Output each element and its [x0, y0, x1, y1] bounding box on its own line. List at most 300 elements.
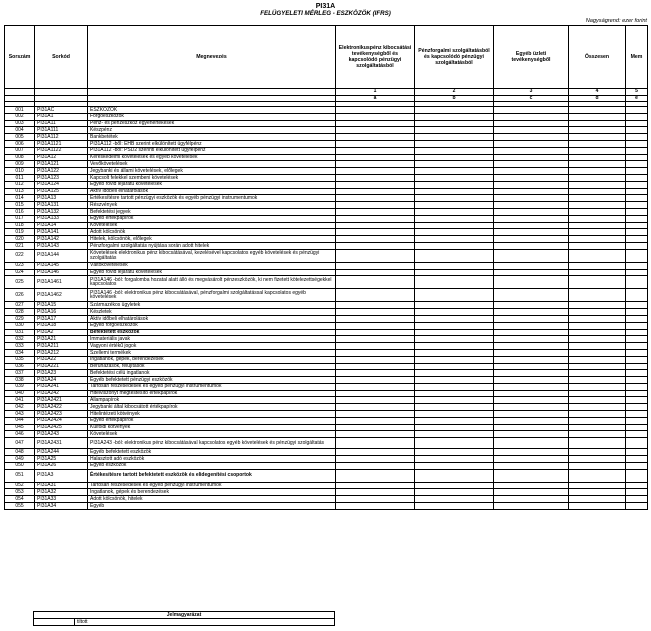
value-cell[interactable] — [415, 113, 494, 120]
value-cell[interactable] — [626, 390, 648, 397]
table-row — [5, 107, 648, 114]
value-cell[interactable] — [569, 482, 626, 489]
value-cell[interactable] — [415, 456, 494, 463]
value-cell[interactable] — [494, 229, 569, 236]
value-cell[interactable] — [569, 370, 626, 377]
value-cell[interactable] — [569, 449, 626, 456]
value-cell[interactable] — [569, 134, 626, 141]
row-name: Szellemi termékek — [88, 349, 336, 356]
value-cell[interactable] — [626, 188, 648, 195]
value-cell[interactable] — [415, 127, 494, 134]
value-cell[interactable] — [569, 438, 626, 449]
value-cell[interactable] — [415, 202, 494, 209]
value-cell[interactable] — [494, 462, 569, 469]
value-cell[interactable] — [626, 417, 648, 424]
value-cell[interactable] — [415, 469, 494, 482]
value-cell[interactable] — [494, 262, 569, 269]
value-cell[interactable] — [569, 147, 626, 154]
value-cell[interactable] — [569, 417, 626, 424]
value-cell[interactable] — [415, 236, 494, 243]
value-cell[interactable] — [494, 438, 569, 449]
value-cell[interactable] — [569, 236, 626, 243]
value-cell[interactable] — [569, 496, 626, 503]
value-cell[interactable] — [336, 438, 415, 449]
value-cell[interactable] — [626, 269, 648, 276]
value-cell[interactable] — [626, 222, 648, 229]
value-cell[interactable] — [415, 107, 494, 114]
value-cell[interactable] — [415, 302, 494, 309]
value-cell[interactable] — [494, 154, 569, 161]
value-cell[interactable] — [569, 168, 626, 175]
value-cell[interactable] — [494, 127, 569, 134]
value-cell[interactable] — [569, 127, 626, 134]
value-cell[interactable] — [569, 242, 626, 249]
col-letter: d — [569, 95, 626, 102]
value-cell[interactable] — [415, 356, 494, 363]
value-cell[interactable] — [336, 154, 415, 161]
value-cell[interactable] — [494, 404, 569, 411]
row-code: PI31A112 — [35, 134, 88, 141]
value-cell[interactable] — [415, 370, 494, 377]
value-cell[interactable] — [626, 462, 648, 469]
value-cell[interactable] — [626, 113, 648, 120]
value-cell[interactable] — [336, 222, 415, 229]
value-cell[interactable] — [626, 262, 648, 269]
value-cell[interactable] — [415, 390, 494, 397]
value-cell[interactable] — [336, 417, 415, 424]
value-cell[interactable] — [569, 329, 626, 336]
value-cell[interactable] — [415, 329, 494, 336]
value-cell[interactable] — [336, 469, 415, 482]
value-cell[interactable] — [336, 349, 415, 356]
value-cell[interactable] — [336, 456, 415, 463]
value-cell[interactable] — [569, 404, 626, 411]
value-cell[interactable] — [494, 302, 569, 309]
value-cell[interactable] — [626, 309, 648, 316]
value-cell[interactable] — [569, 302, 626, 309]
value-cell[interactable] — [336, 377, 415, 384]
value-cell[interactable] — [626, 438, 648, 449]
value-cell[interactable] — [626, 383, 648, 390]
value-cell[interactable] — [494, 482, 569, 489]
value-cell[interactable] — [569, 315, 626, 322]
value-cell[interactable] — [494, 120, 569, 127]
value-cell[interactable] — [415, 496, 494, 503]
value-cell[interactable] — [415, 229, 494, 236]
row-code: PI31A31 — [35, 482, 88, 489]
row-name: Aktív időbeli elhatárolások — [88, 315, 336, 322]
value-cell[interactable] — [336, 242, 415, 249]
value-cell[interactable] — [336, 208, 415, 215]
value-cell[interactable] — [336, 496, 415, 503]
value-cell[interactable] — [494, 503, 569, 510]
value-cell[interactable] — [569, 469, 626, 482]
value-cell[interactable] — [336, 147, 415, 154]
value-cell[interactable] — [626, 411, 648, 418]
value-cell[interactable] — [336, 127, 415, 134]
value-cell[interactable] — [569, 377, 626, 384]
value-cell[interactable] — [494, 222, 569, 229]
value-cell[interactable] — [569, 154, 626, 161]
value-cell[interactable] — [494, 322, 569, 329]
value-cell[interactable] — [336, 370, 415, 377]
value-cell[interactable] — [336, 168, 415, 175]
value-cell[interactable] — [569, 489, 626, 496]
value-cell[interactable] — [336, 322, 415, 329]
value-cell[interactable] — [569, 215, 626, 222]
value-cell[interactable] — [494, 113, 569, 120]
value-cell[interactable] — [336, 195, 415, 202]
value-cell[interactable] — [415, 503, 494, 510]
value-cell[interactable] — [494, 236, 569, 243]
value-cell[interactable] — [336, 462, 415, 469]
value-cell[interactable] — [626, 208, 648, 215]
value-cell[interactable] — [626, 289, 648, 302]
value-cell[interactable] — [569, 229, 626, 236]
value-cell[interactable] — [626, 140, 648, 147]
value-cell[interactable] — [569, 249, 626, 262]
value-cell[interactable] — [336, 202, 415, 209]
value-cell[interactable] — [336, 383, 415, 390]
value-cell[interactable] — [494, 195, 569, 202]
value-cell[interactable] — [569, 202, 626, 209]
value-cell[interactable] — [415, 417, 494, 424]
value-cell[interactable] — [494, 289, 569, 302]
value-cell[interactable] — [415, 174, 494, 181]
value-cell[interactable] — [494, 417, 569, 424]
value-cell[interactable] — [569, 336, 626, 343]
value-cell[interactable] — [626, 242, 648, 249]
value-cell[interactable] — [415, 222, 494, 229]
value-cell[interactable] — [626, 322, 648, 329]
value-cell[interactable] — [415, 404, 494, 411]
value-cell[interactable] — [415, 349, 494, 356]
value-cell[interactable] — [336, 343, 415, 350]
value-cell[interactable] — [415, 188, 494, 195]
value-cell[interactable] — [626, 349, 648, 356]
table-row — [5, 262, 648, 269]
row-number: 037 — [5, 370, 35, 377]
value-cell[interactable] — [626, 215, 648, 222]
value-cell[interactable] — [336, 449, 415, 456]
value-cell[interactable] — [415, 383, 494, 390]
value-cell[interactable] — [415, 195, 494, 202]
value-cell[interactable] — [336, 276, 415, 289]
value-cell[interactable] — [336, 188, 415, 195]
value-cell[interactable] — [494, 174, 569, 181]
value-cell[interactable] — [494, 208, 569, 215]
value-cell[interactable] — [626, 496, 648, 503]
value-cell[interactable] — [626, 329, 648, 336]
value-cell[interactable] — [336, 181, 415, 188]
value-cell[interactable] — [415, 208, 494, 215]
value-cell[interactable] — [494, 168, 569, 175]
value-cell[interactable] — [569, 289, 626, 302]
value-cell[interactable] — [415, 363, 494, 370]
value-cell[interactable] — [569, 503, 626, 510]
value-cell[interactable] — [415, 154, 494, 161]
value-cell[interactable] — [494, 242, 569, 249]
value-cell[interactable] — [626, 449, 648, 456]
value-cell[interactable] — [569, 222, 626, 229]
value-cell[interactable] — [626, 343, 648, 350]
value-cell[interactable] — [626, 482, 648, 489]
value-cell[interactable] — [336, 431, 415, 438]
value-cell[interactable] — [415, 215, 494, 222]
value-cell[interactable] — [626, 236, 648, 243]
value-cell[interactable] — [494, 107, 569, 114]
value-cell[interactable] — [336, 336, 415, 343]
value-cell[interactable] — [336, 424, 415, 431]
value-cell[interactable] — [626, 120, 648, 127]
value-cell[interactable] — [569, 276, 626, 289]
value-cell[interactable] — [626, 249, 648, 262]
row-number: 039 — [5, 383, 35, 390]
value-cell[interactable] — [626, 174, 648, 181]
value-cell[interactable] — [494, 269, 569, 276]
value-cell[interactable] — [415, 397, 494, 404]
value-cell[interactable] — [415, 120, 494, 127]
value-cell[interactable] — [626, 503, 648, 510]
value-cell[interactable] — [626, 336, 648, 343]
value-cell[interactable] — [494, 496, 569, 503]
value-cell[interactable] — [336, 315, 415, 322]
value-cell[interactable] — [569, 140, 626, 147]
value-cell[interactable] — [494, 356, 569, 363]
value-cell[interactable] — [415, 489, 494, 496]
row-name: Követelések — [88, 431, 336, 438]
value-cell[interactable] — [494, 134, 569, 141]
row-number: 005 — [5, 134, 35, 141]
value-cell[interactable] — [569, 107, 626, 114]
value-cell[interactable] — [336, 269, 415, 276]
value-cell[interactable] — [626, 154, 648, 161]
value-cell[interactable] — [415, 309, 494, 316]
value-cell[interactable] — [569, 397, 626, 404]
value-cell[interactable] — [494, 431, 569, 438]
value-cell[interactable] — [415, 269, 494, 276]
value-cell[interactable] — [494, 161, 569, 168]
value-cell[interactable] — [336, 390, 415, 397]
value-cell[interactable] — [569, 269, 626, 276]
value-cell[interactable] — [626, 195, 648, 202]
value-cell[interactable] — [336, 107, 415, 114]
value-cell[interactable] — [569, 174, 626, 181]
value-cell[interactable] — [626, 107, 648, 114]
value-cell[interactable] — [336, 404, 415, 411]
value-cell[interactable] — [494, 397, 569, 404]
value-cell[interactable] — [415, 449, 494, 456]
value-cell[interactable] — [415, 336, 494, 343]
value-cell[interactable] — [626, 202, 648, 209]
value-cell[interactable] — [336, 161, 415, 168]
value-cell[interactable] — [569, 343, 626, 350]
value-cell[interactable] — [494, 383, 569, 390]
value-cell[interactable] — [569, 349, 626, 356]
value-cell[interactable] — [494, 215, 569, 222]
value-cell[interactable] — [626, 431, 648, 438]
value-cell[interactable] — [626, 229, 648, 236]
value-cell[interactable] — [569, 356, 626, 363]
value-cell[interactable] — [626, 370, 648, 377]
value-cell[interactable] — [336, 120, 415, 127]
value-cell[interactable] — [336, 329, 415, 336]
value-cell[interactable] — [494, 343, 569, 350]
value-cell[interactable] — [626, 356, 648, 363]
value-cell[interactable] — [415, 438, 494, 449]
value-cell[interactable] — [336, 134, 415, 141]
value-cell[interactable] — [415, 322, 494, 329]
value-cell[interactable] — [569, 262, 626, 269]
value-cell[interactable] — [626, 363, 648, 370]
value-cell[interactable] — [415, 242, 494, 249]
value-cell[interactable] — [494, 276, 569, 289]
value-cell[interactable] — [494, 424, 569, 431]
value-cell[interactable] — [415, 343, 494, 350]
value-cell[interactable] — [494, 489, 569, 496]
value-cell[interactable] — [336, 174, 415, 181]
value-cell[interactable] — [494, 249, 569, 262]
value-cell[interactable] — [569, 188, 626, 195]
value-cell[interactable] — [494, 309, 569, 316]
col-number: 5 — [626, 89, 648, 96]
value-cell[interactable] — [626, 276, 648, 289]
value-cell[interactable] — [569, 462, 626, 469]
value-cell[interactable] — [494, 336, 569, 343]
value-cell[interactable] — [415, 134, 494, 141]
value-cell[interactable] — [626, 469, 648, 482]
value-cell[interactable] — [494, 202, 569, 209]
row-code: PI31A132 — [35, 208, 88, 215]
value-cell[interactable] — [569, 424, 626, 431]
table-row — [5, 269, 648, 276]
row-number: 042 — [5, 404, 35, 411]
value-cell[interactable] — [569, 456, 626, 463]
value-cell[interactable] — [626, 489, 648, 496]
value-cell[interactable] — [626, 404, 648, 411]
value-cell[interactable] — [569, 363, 626, 370]
value-cell[interactable] — [569, 383, 626, 390]
value-cell[interactable] — [336, 262, 415, 269]
value-cell[interactable] — [569, 181, 626, 188]
value-cell[interactable] — [494, 147, 569, 154]
row-code: PI31A13 — [35, 195, 88, 202]
value-cell[interactable] — [494, 469, 569, 482]
value-cell[interactable] — [626, 134, 648, 141]
value-cell[interactable] — [626, 147, 648, 154]
value-cell[interactable] — [494, 188, 569, 195]
value-cell[interactable] — [336, 309, 415, 316]
row-name: Váltókövetelések — [88, 262, 336, 269]
value-cell[interactable] — [626, 127, 648, 134]
value-cell[interactable] — [415, 181, 494, 188]
value-cell[interactable] — [415, 462, 494, 469]
table-row — [5, 329, 648, 336]
value-cell[interactable] — [415, 482, 494, 489]
value-cell[interactable] — [569, 390, 626, 397]
value-cell[interactable] — [494, 140, 569, 147]
value-cell[interactable] — [415, 315, 494, 322]
value-cell[interactable] — [336, 249, 415, 262]
value-cell[interactable] — [626, 397, 648, 404]
value-cell[interactable] — [336, 397, 415, 404]
value-cell[interactable] — [336, 489, 415, 496]
value-cell[interactable] — [415, 262, 494, 269]
value-cell[interactable] — [415, 140, 494, 147]
value-cell[interactable] — [626, 302, 648, 309]
table-row — [5, 249, 648, 262]
value-cell[interactable] — [626, 181, 648, 188]
value-cell[interactable] — [626, 168, 648, 175]
table-row — [5, 154, 648, 161]
value-cell[interactable] — [336, 229, 415, 236]
value-cell[interactable] — [569, 322, 626, 329]
value-cell[interactable] — [336, 363, 415, 370]
value-cell[interactable] — [415, 431, 494, 438]
value-cell[interactable] — [494, 377, 569, 384]
value-cell[interactable] — [415, 276, 494, 289]
value-cell[interactable] — [494, 181, 569, 188]
value-cell[interactable] — [494, 315, 569, 322]
value-cell[interactable] — [626, 161, 648, 168]
value-cell[interactable] — [569, 309, 626, 316]
value-cell[interactable] — [336, 140, 415, 147]
value-cell[interactable] — [336, 215, 415, 222]
value-cell[interactable] — [494, 390, 569, 397]
value-cell[interactable] — [494, 456, 569, 463]
value-cell[interactable] — [494, 449, 569, 456]
value-cell[interactable] — [336, 302, 415, 309]
value-cell[interactable] — [626, 377, 648, 384]
table-row — [5, 336, 648, 343]
value-cell[interactable] — [569, 113, 626, 120]
value-cell[interactable] — [336, 482, 415, 489]
value-cell[interactable] — [569, 208, 626, 215]
value-cell[interactable] — [626, 424, 648, 431]
value-cell[interactable] — [569, 411, 626, 418]
value-cell[interactable] — [494, 329, 569, 336]
value-cell[interactable] — [569, 161, 626, 168]
value-cell[interactable] — [569, 195, 626, 202]
value-cell[interactable] — [415, 249, 494, 262]
value-cell[interactable] — [336, 113, 415, 120]
value-cell[interactable] — [494, 411, 569, 418]
value-cell[interactable] — [336, 236, 415, 243]
value-cell[interactable] — [415, 411, 494, 418]
value-cell[interactable] — [494, 363, 569, 370]
value-cell[interactable] — [415, 424, 494, 431]
value-cell[interactable] — [494, 349, 569, 356]
value-cell[interactable] — [415, 377, 494, 384]
row-code: PI31A21 — [35, 336, 88, 343]
col-number: 2 — [415, 89, 494, 96]
table-row — [5, 417, 648, 424]
value-cell[interactable] — [415, 147, 494, 154]
value-cell[interactable] — [626, 315, 648, 322]
value-cell[interactable] — [415, 168, 494, 175]
value-cell[interactable] — [494, 370, 569, 377]
value-cell[interactable] — [415, 289, 494, 302]
value-cell[interactable] — [415, 161, 494, 168]
value-cell[interactable] — [336, 503, 415, 510]
value-cell[interactable] — [336, 289, 415, 302]
value-cell[interactable] — [336, 411, 415, 418]
table-row — [5, 127, 648, 134]
value-cell[interactable] — [569, 120, 626, 127]
value-cell[interactable] — [569, 431, 626, 438]
value-cell[interactable] — [336, 356, 415, 363]
value-cell[interactable] — [626, 456, 648, 463]
